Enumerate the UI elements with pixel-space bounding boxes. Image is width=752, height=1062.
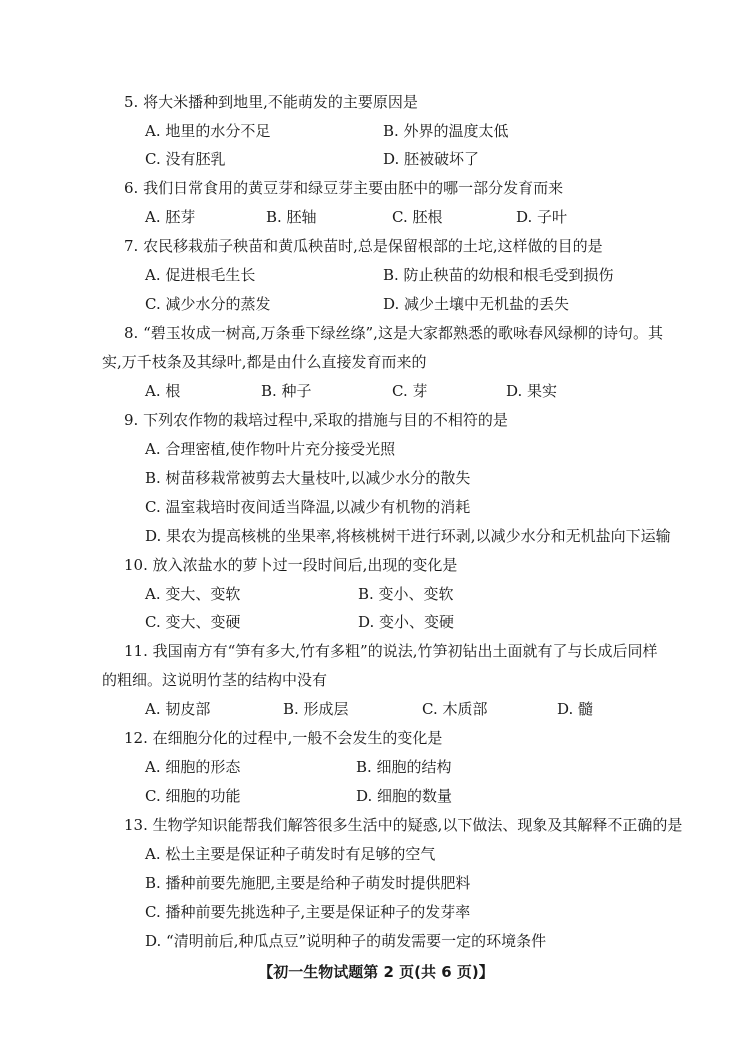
- q8-stem-line2: 实,万千枝条及其绿叶,都是由什么直接发育而来的: [102, 353, 427, 371]
- q10-stem: 10. 放入浓盐水的萝卜过一段时间后,出现的变化是: [124, 556, 458, 574]
- q9-option-b: B. 树苗移栽常被剪去大量枝叶,以减少水分的散失: [145, 469, 471, 487]
- q9-stem: 9. 下列农作物的栽培过程中,采取的措施与目的不相符的是: [124, 411, 508, 429]
- q10-option-d: D. 变小、变硬: [358, 613, 455, 631]
- q11-option-d: D. 髓: [557, 700, 594, 718]
- q13-option-a: A. 松土主要是保证种子萌发时有足够的空气: [145, 845, 436, 863]
- q11-stem-line2: 的粗细。这说明竹茎的结构中没有: [102, 671, 328, 689]
- q5-option-b: B. 外界的温度太低: [383, 122, 509, 140]
- q6-option-c: C. 胚根: [392, 208, 443, 226]
- q9-option-d: D. 果农为提高核桃的坐果率,将核桃树干进行环剥,以减少水分和无机盐向下运输: [145, 527, 671, 545]
- q8-option-d: D. 果实: [506, 382, 558, 400]
- q10-option-a: A. 变大、变软: [145, 585, 241, 603]
- q13-option-d: D. “清明前后,种瓜点豆”说明种子的萌发需要一定的环境条件: [145, 932, 547, 950]
- q10-option-b: B. 变小、变软: [358, 585, 454, 603]
- q10-option-c: C. 变大、变硬: [145, 613, 241, 631]
- q7-stem: 7. 农民移栽茄子秧苗和黄瓜秧苗时,总是保留根部的土坨,这样做的目的是: [124, 237, 603, 255]
- q13-option-c: C. 播种前要先挑选种子,主要是保证种子的发芽率: [145, 903, 471, 921]
- q11-option-a: A. 韧皮部: [145, 700, 211, 718]
- q11-stem-line1: 11. 我国南方有“笋有多大,竹有多粗”的说法,竹笋初钻出土面就有了与长成后同样: [124, 642, 658, 660]
- q6-stem: 6. 我们日常食用的黄豆芽和绿豆芽主要由胚中的哪一部分发育而来: [124, 179, 564, 197]
- q13-stem: 13. 生物学知识能帮我们解答很多生活中的疑惑,以下做法、现象及其解释不正确的是: [124, 816, 683, 834]
- q8-option-b: B. 种子: [261, 382, 312, 400]
- q7-option-c: C. 减少水分的蒸发: [145, 295, 271, 313]
- page-footer: 【初一生物试题第 2 页(共 6 页)】: [258, 963, 494, 981]
- q11-option-c: C. 木质部: [422, 700, 488, 718]
- q12-option-b: B. 细胞的结构: [356, 758, 452, 776]
- q7-option-d: D. 减少土壤中无机盐的丢失: [383, 295, 570, 313]
- q8-stem-line1: 8. “碧玉妆成一树高,万条垂下绿丝绦”,这是大家都熟悉的歌咏春风绿柳的诗句。其: [124, 324, 663, 342]
- q5-option-d: D. 胚被破坏了: [383, 150, 480, 168]
- q9-option-a: A. 合理密植,使作物叶片充分接受光照: [145, 440, 396, 458]
- q8-option-a: A. 根: [145, 382, 181, 400]
- q6-option-d: D. 子叶: [516, 208, 568, 226]
- q11-option-b: B. 形成层: [283, 700, 349, 718]
- q12-option-d: D. 细胞的数量: [356, 787, 453, 805]
- q5-option-a: A. 地里的水分不足: [145, 122, 271, 140]
- q12-option-a: A. 细胞的形态: [145, 758, 241, 776]
- q12-stem: 12. 在细胞分化的过程中,一般不会发生的变化是: [124, 729, 443, 747]
- q9-option-c: C. 温室栽培时夜间适当降温,以减少有机物的消耗: [145, 498, 471, 516]
- q12-option-c: C. 细胞的功能: [145, 787, 241, 805]
- q7-option-b: B. 防止秧苗的幼根和根毛受到损伤: [383, 266, 614, 284]
- q13-option-b: B. 播种前要先施肥,主要是给种子萌发时提供肥料: [145, 874, 471, 892]
- q7-option-a: A. 促进根毛生长: [145, 266, 256, 284]
- q8-option-c: C. 芽: [392, 382, 428, 400]
- q6-option-a: A. 胚芽: [145, 208, 196, 226]
- q5-stem: 5. 将大米播种到地里,不能萌发的主要原因是: [124, 93, 418, 111]
- q6-option-b: B. 胚轴: [266, 208, 317, 226]
- q5-option-c: C. 没有胚乳: [145, 150, 226, 168]
